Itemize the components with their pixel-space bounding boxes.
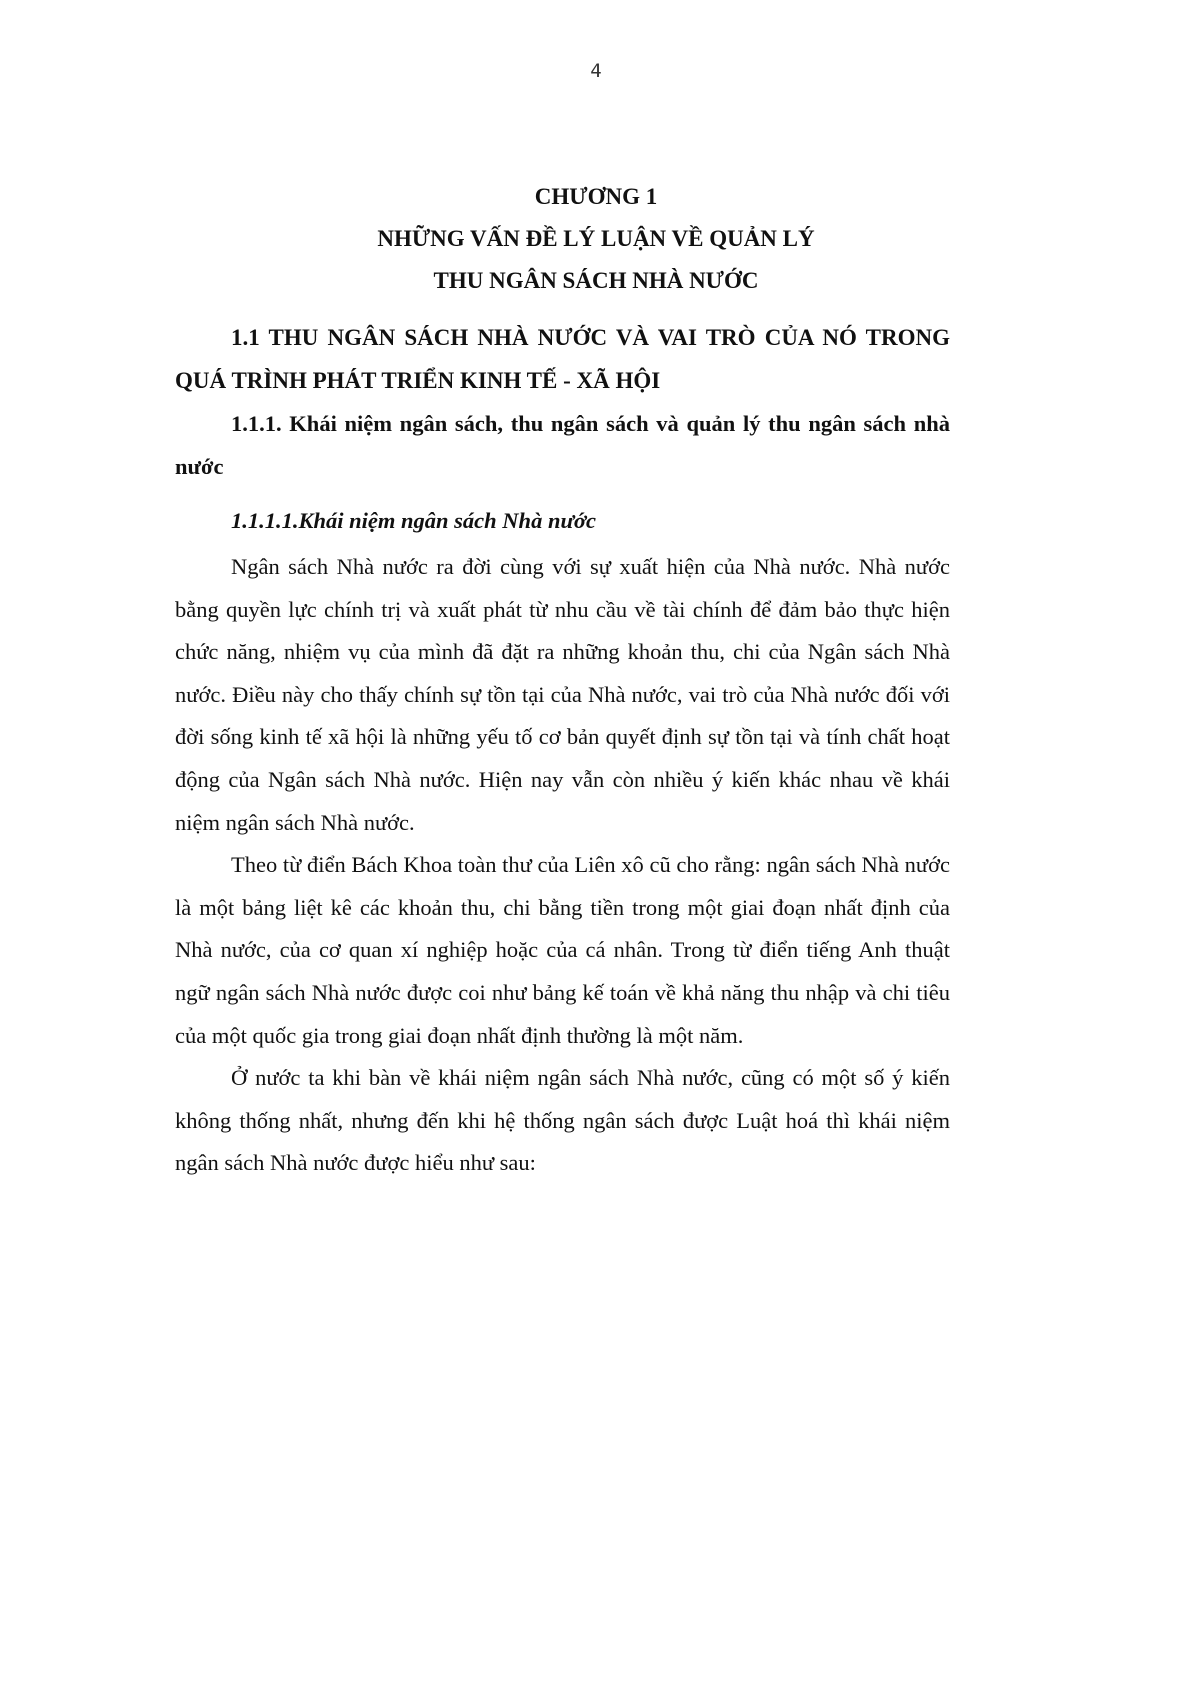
chapter-header: [0, 176, 1192, 302]
document-body: [175, 316, 950, 1185]
chapter-title-line-1: NHỮNG VẤN ĐỀ LÝ LUẬN VỀ QUẢN LÝ: [377, 226, 815, 251]
section-heading-1-1-1-1: 1.1.1.1.Khái niệm ngân sách Nhà nước: [231, 508, 596, 533]
paragraph-2: Theo từ điển Bách Khoa toàn thư của Liên xô cũ cho rằng: ngân sách Nhà nước là một bảng liệt kê các khoản thu, chi bằng tiền trong một giai đoạn nhất định của Nhà nước, của cơ quan xí nghiệp hoặc của cá nhân. Trong từ điển tiếng Anh thuật ngữ ngân sách Nhà nước được coi như bảng kế toán về khả năng thu nhập và chi tiêu của một quốc gia trong giai đoạn nhất định thường là một năm.: [175, 852, 950, 1048]
chapter-label: CHƯƠNG 1: [534, 184, 658, 209]
page-number: 4: [590, 60, 602, 82]
section-heading-1-1-1: 1.1.1. Khái niệm ngân sách, thu ngân sách và quản lý thu ngân sách nhà nước: [175, 411, 950, 479]
section-heading-1-1: 1.1 THU NGÂN SÁCH NHÀ NƯỚC VÀ VAI TRÒ CỦA NÓ TRONG QUÁ TRÌNH PHÁT TRIỂN KINH TẾ - XÃ HỘI: [175, 325, 950, 393]
paragraph-1: Ngân sách Nhà nước ra đời cùng với sự xuất hiện của Nhà nước. Nhà nước bằng quyền lực chính trị và xuất phát từ nhu cầu về tài chính để đảm bảo thực hiện chức năng, nhiệm vụ của mình đã đặt ra những khoản thu, chi của Ngân sách Nhà nước. Điều này cho thấy chính sự tồn tại của Nhà nước, vai trò của Nhà nước đối với đời sống kinh tế xã hội là những yếu tố cơ bản quyết định sự tồn tại và tính chất hoạt động của Ngân sách Nhà nước. Hiện nay vẫn còn nhiều ý kiến khác nhau về khái niệm ngân sách Nhà nước.: [175, 554, 950, 835]
chapter-title-line-2: THU NGÂN SÁCH NHÀ NƯỚC: [433, 268, 759, 293]
paragraph-3: Ở nước ta khi bàn về khái niệm ngân sách Nhà nước, cũng có một số ý kiến không thống nhất, nhưng đến khi hệ thống ngân sách được Luật hoá thì khái niệm ngân sách Nhà nước được hiểu như sau:: [175, 1065, 950, 1176]
